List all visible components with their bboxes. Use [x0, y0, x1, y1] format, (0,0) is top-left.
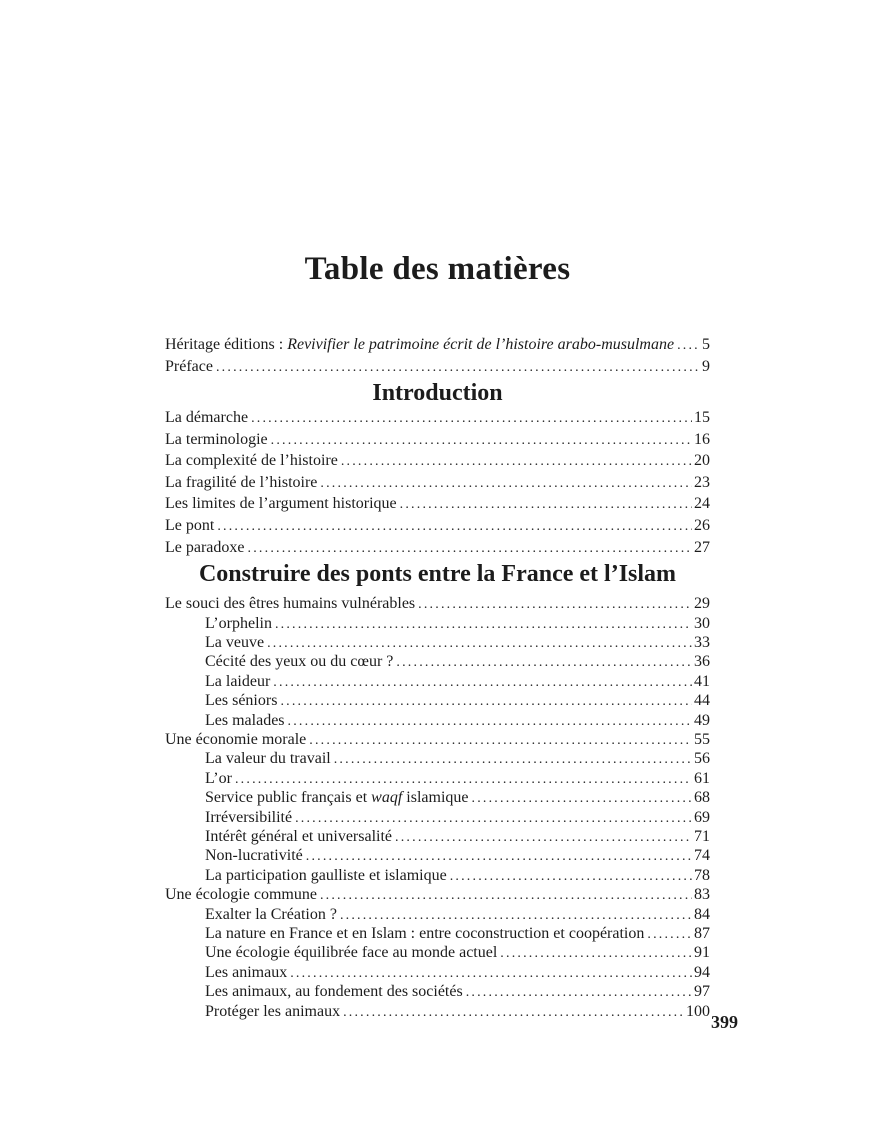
toc-entry-label-segment: La nature en France et en Islam : entre coconstruction et coopération [205, 925, 645, 943]
toc-entry [165, 770, 710, 789]
toc-entry-label [205, 828, 392, 846]
toc-entry-label [165, 451, 338, 472]
toc-entry-label-segment: La veuve [205, 633, 265, 651]
dot-leader [341, 452, 692, 473]
toc-entry [165, 906, 710, 925]
toc-entry-label [165, 334, 674, 355]
toc-entry-label-segment: Le paradoxe [165, 538, 245, 556]
toc-entry [165, 789, 710, 808]
toc-entry-label-segment: La laideur [205, 672, 271, 690]
toc-entry-label-segment: Les animaux, au fondement des sociétés [205, 983, 463, 1001]
toc-entry-page: 56 [694, 750, 710, 768]
toc-entry-label [165, 538, 245, 559]
section-heading: Construire des ponts entre la France et l’Islam [198, 561, 677, 588]
dot-leader [217, 517, 692, 538]
toc-entry-label [205, 809, 292, 827]
toc-entry-page: 44 [694, 692, 710, 710]
toc-entry-page: 87 [694, 925, 710, 943]
section-heading: Introduction [372, 380, 503, 406]
dot-leader [677, 335, 700, 356]
toc-entry-label-italic-segment: waqf [371, 789, 403, 807]
toc-entry [165, 473, 710, 495]
toc-entry [165, 595, 710, 614]
dot-leader [340, 907, 692, 925]
toc-section [165, 378, 710, 559]
toc-entry-label [205, 906, 337, 924]
toc-entry-page: 49 [694, 711, 710, 729]
toc-entry-page: 29 [694, 595, 710, 613]
toc-entry-label-segment: Préface [165, 358, 213, 375]
toc-entry [165, 356, 710, 378]
toc-entry [165, 1003, 710, 1022]
toc-entry-page: 69 [694, 808, 710, 826]
toc-section [165, 559, 710, 1022]
dot-leader [343, 1004, 684, 1022]
toc-entry-page: 9 [702, 358, 710, 375]
toc-entry [165, 847, 710, 866]
toc-entry-label-segment: Non-lucrativité [205, 847, 303, 865]
toc-entry-label-segment: La fragilité de l’histoire [165, 473, 318, 491]
toc-entry-label [205, 944, 497, 962]
dot-leader [395, 829, 692, 847]
toc-entry-label-segment: Héritage éditions : [165, 336, 288, 353]
toc-content [165, 0, 710, 1022]
toc-entry-label-segment: L’or [205, 769, 232, 787]
toc-entry-label [205, 653, 393, 671]
toc-entry-label-segment: Les limites de l’argument historique [165, 495, 397, 513]
toc-entry-label [165, 494, 397, 515]
toc-entry-label [205, 847, 303, 865]
toc-entry-page: 97 [694, 983, 710, 1001]
dot-leader [450, 868, 692, 886]
toc-entry-page: 41 [694, 672, 710, 690]
toc-entry-label [205, 1003, 340, 1021]
dot-leader [309, 732, 692, 750]
toc-front-entries [165, 334, 710, 378]
toc-entry-page: 33 [694, 633, 710, 651]
toc-entry-label-segment: Service public français et [205, 789, 372, 807]
toc-entry-label-segment: Le souci des êtres humains vulnérables [165, 595, 416, 613]
toc-entry [165, 516, 710, 538]
dot-leader [248, 539, 692, 560]
toc-entry-label-segment: Les séniors [205, 692, 278, 710]
toc-entry-label [165, 731, 306, 749]
toc-entry-page: 20 [694, 452, 710, 470]
dot-leader [271, 431, 692, 452]
toc-entry [165, 494, 710, 516]
toc-entry-label [205, 770, 232, 788]
dot-leader [500, 945, 692, 963]
toc-entry-label [205, 750, 331, 768]
toc-entry-page: 16 [694, 430, 710, 448]
dot-leader [280, 693, 692, 711]
toc-entry-page: 36 [694, 653, 710, 671]
dot-leader [647, 926, 692, 944]
toc-entry-label [205, 634, 264, 652]
toc-entry-label [205, 673, 270, 691]
toc-entry-label-segment: Le pont [165, 516, 215, 534]
toc-entry-label-segment: La valeur du travail [205, 750, 331, 768]
toc-entry-label-segment: Exalter la Création ? [205, 905, 337, 923]
toc-entry-page: 61 [694, 769, 710, 787]
toc-entry-page: 91 [694, 944, 710, 962]
toc-entry-label [205, 692, 277, 710]
toc-entry-label-segment: La complexité de l’histoire [165, 452, 338, 470]
toc-entry-page: 74 [694, 847, 710, 865]
toc-entry [165, 615, 710, 634]
toc-entry [165, 750, 710, 769]
dot-leader [334, 751, 692, 769]
toc-entry-page: 55 [694, 731, 710, 748]
toc-entry-page: 24 [694, 495, 710, 513]
dot-leader [320, 474, 692, 495]
toc-entry-label-segment: Les malades [205, 711, 285, 729]
page-number: 399 [711, 1012, 738, 1032]
page-title: Table des matières [304, 251, 571, 287]
toc-entry [165, 653, 710, 672]
toc-entry-page: 26 [694, 516, 710, 534]
toc-entry-label-segment: Une écologie commune [165, 886, 317, 904]
toc-entry-label [205, 789, 469, 807]
toc-entry-page: 68 [694, 789, 710, 807]
toc-entry-page: 83 [694, 886, 710, 904]
toc-entry-page: 15 [694, 409, 710, 426]
toc-entry-page: 30 [694, 614, 710, 632]
dot-leader [275, 616, 692, 634]
toc-entry [165, 944, 710, 963]
dot-leader [251, 409, 692, 430]
toc-entry [165, 712, 710, 731]
toc-entry-label [165, 408, 248, 429]
dot-leader [290, 965, 692, 983]
dot-leader [295, 810, 692, 828]
dot-leader [273, 674, 692, 692]
toc-entry [165, 925, 710, 944]
toc-entry [165, 886, 710, 905]
toc-entry-label [165, 356, 213, 377]
toc-entry-label-segment: Protéger les animaux [205, 1002, 341, 1020]
toc-entry-label [165, 473, 317, 494]
toc-entry-label [205, 615, 272, 633]
toc-entry-page: 23 [694, 473, 710, 491]
toc-entry [165, 731, 710, 750]
toc-entry-label-segment: La terminologie [165, 430, 268, 448]
toc-entry-label-segment: L’orphelin [205, 614, 272, 632]
toc-entry-label [165, 886, 317, 904]
toc-entry-label-segment: La participation gaulliste et islamique [205, 866, 447, 884]
toc-entry-page: 84 [694, 905, 710, 923]
toc-entry-label [205, 964, 287, 982]
toc-entry [165, 964, 710, 983]
toc-entry [165, 430, 710, 452]
toc-entry-label [205, 712, 285, 730]
toc-entry [165, 334, 710, 356]
dot-leader [472, 790, 693, 808]
toc-entry [165, 634, 710, 653]
dot-leader [466, 984, 692, 1002]
toc-entry-label [205, 983, 463, 1001]
dot-leader [288, 713, 692, 731]
toc-entry-label [165, 595, 415, 613]
toc-entry [165, 828, 710, 847]
toc-entry-page: 94 [694, 963, 710, 981]
toc-entry-label [205, 867, 447, 885]
toc-entry-label [165, 430, 268, 451]
toc-entry-label-segment: Cécité des yeux ou du cœur ? [205, 653, 394, 671]
toc-entry [165, 809, 710, 828]
toc-entry [165, 983, 710, 1002]
toc-entry-page: 5 [702, 336, 710, 353]
toc-entry-label-segment: Intérêt général et universalité [205, 828, 393, 846]
toc-entry-label-segment: La démarche [165, 409, 249, 426]
dot-leader [306, 848, 692, 866]
dot-leader [235, 771, 692, 789]
toc-entry-label-segment: islamique [402, 789, 469, 807]
toc-entry-label [205, 925, 644, 943]
dot-leader [418, 596, 692, 614]
toc-entry-page: 100 [686, 1002, 710, 1020]
toc-entry [165, 867, 710, 886]
toc-entry-page: 78 [694, 866, 710, 884]
toc-entry [165, 692, 710, 711]
toc-entry [165, 673, 710, 692]
dot-leader [396, 654, 692, 672]
toc-entry [165, 408, 710, 430]
toc-entry [165, 451, 710, 473]
toc-entry-label [165, 516, 214, 537]
toc-entry-label-segment: Les animaux [205, 963, 288, 981]
toc-sections [165, 378, 710, 1022]
dot-leader [320, 887, 692, 905]
toc-entry [165, 538, 710, 560]
toc-entry-label-segment: Irréversibilité [205, 808, 293, 826]
toc-entry-page: 71 [694, 828, 710, 846]
toc-entry-label-italic-segment: Revivifier le patrimoine écrit de l’histoire arabo-musulmane [287, 336, 675, 353]
dot-leader [267, 635, 692, 653]
toc-entry-page: 27 [694, 538, 710, 556]
dot-leader [216, 357, 700, 378]
dot-leader [400, 495, 692, 516]
toc-entry-label-segment: Une écologie équilibrée face au monde actuel [205, 944, 498, 962]
toc-entry-label-segment: Une économie morale [165, 731, 307, 748]
